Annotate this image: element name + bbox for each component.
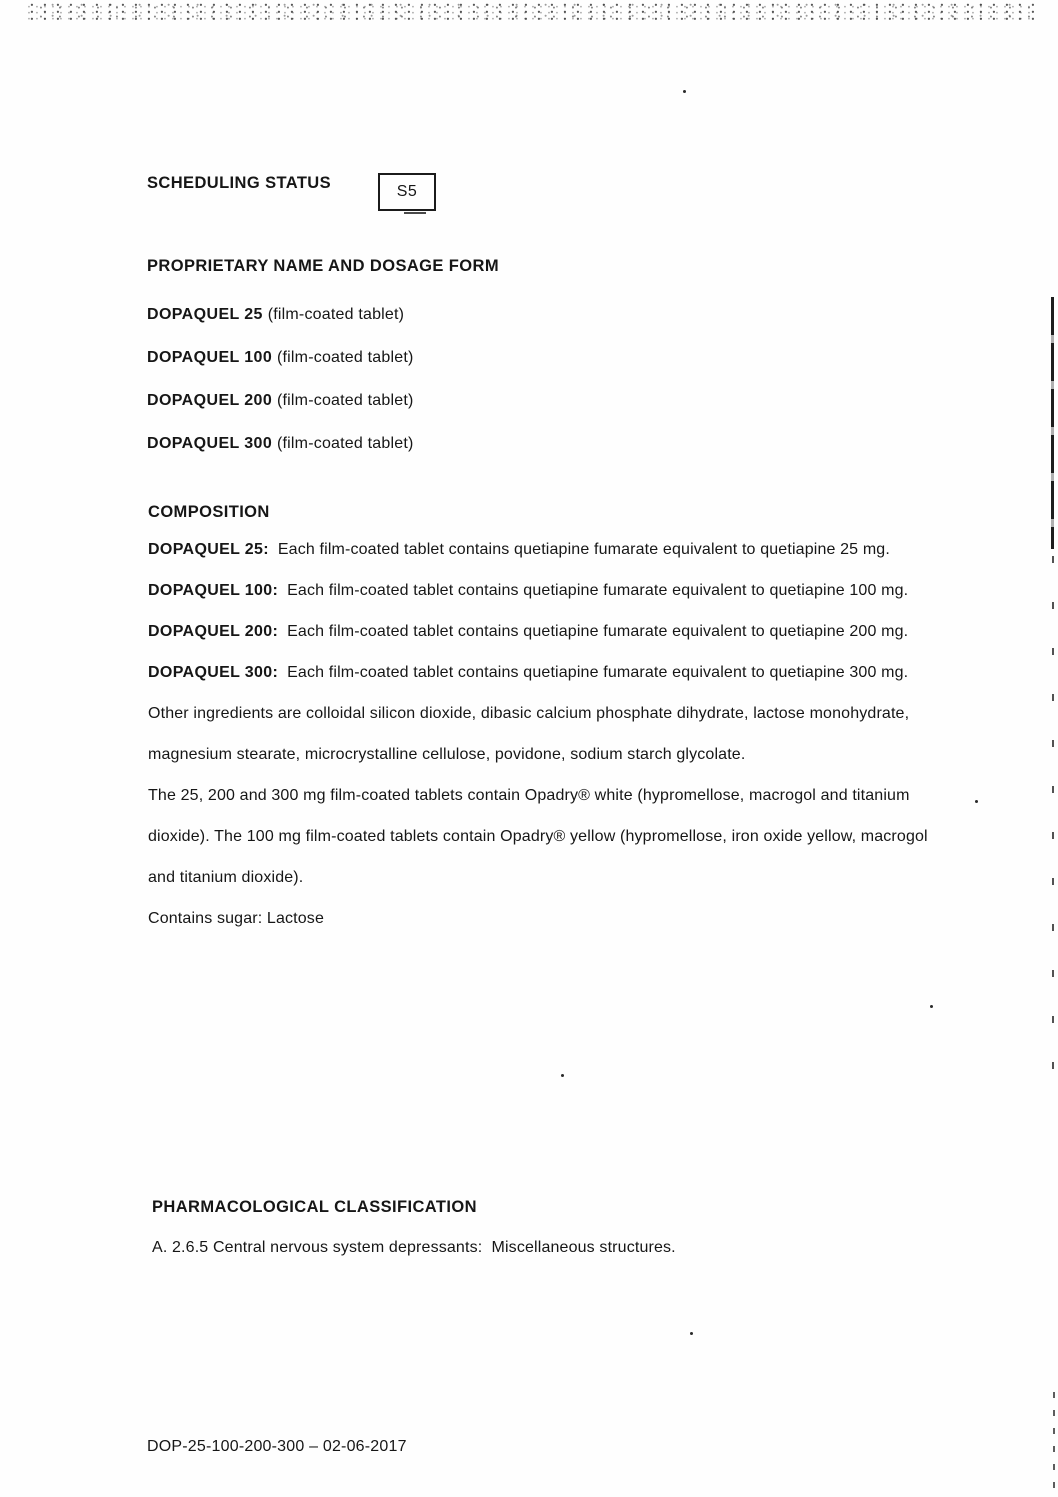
proprietary-item bbox=[147, 379, 414, 422]
dosage-form: (film-coated tablet) bbox=[277, 349, 414, 366]
paragraph-text: Each film-coated tablet contains quetiapine fumarate equivalent to quetiapine 25 mg. bbox=[277, 541, 890, 558]
paragraph-text: Each film-coated tablet contains quetiapine fumarate equivalent to quetiapine 100 mg. bbox=[287, 582, 909, 599]
composition-paragraph bbox=[148, 652, 940, 693]
paragraph-lead: DOPAQUEL 200: bbox=[148, 623, 279, 640]
proprietary-item bbox=[147, 422, 414, 465]
pharmacology-heading: PHARMACOLOGICAL CLASSIFICATION bbox=[152, 1198, 477, 1216]
proprietary-list bbox=[147, 293, 414, 465]
scan-artifact-right-dashes bbox=[1052, 556, 1054, 1106]
composition-paragraph bbox=[148, 529, 940, 570]
composition-body bbox=[148, 529, 940, 939]
proprietary-item bbox=[147, 293, 414, 336]
scheduling-status-label: SCHEDULING STATUS bbox=[147, 174, 332, 192]
composition-paragraph bbox=[148, 775, 940, 898]
composition-paragraph bbox=[148, 611, 940, 652]
paragraph-lead: DOPAQUEL 100: bbox=[148, 582, 279, 599]
product-name: DOPAQUEL 25 bbox=[147, 306, 263, 323]
scan-speck bbox=[690, 1332, 693, 1335]
scan-artifact-box-tick bbox=[404, 212, 426, 214]
product-name: DOPAQUEL 300 bbox=[147, 435, 273, 452]
proprietary-heading: PROPRIETARY NAME AND DOSAGE FORM bbox=[147, 257, 499, 275]
paragraph-lead: DOPAQUEL 300: bbox=[148, 664, 279, 681]
scan-artifact-right-line bbox=[1051, 297, 1054, 549]
product-name: DOPAQUEL 100 bbox=[147, 349, 273, 366]
proprietary-item bbox=[147, 336, 414, 379]
composition-paragraph bbox=[148, 570, 940, 611]
scheduling-status-box bbox=[378, 173, 436, 211]
scan-speck bbox=[561, 1074, 564, 1077]
paragraph-text: Each film-coated tablet contains quetiapine fumarate equivalent to quetiapine 300 mg. bbox=[287, 664, 909, 681]
scan-speck bbox=[975, 800, 978, 803]
paragraph-text: Other ingredients are colloidal silicon dioxide, dibasic calcium phosphate dihydrate, lactose monohydrate, magnesium stearate, microcrystalline cellulose, povidone, sodium starch glycolate. bbox=[148, 705, 910, 763]
composition-paragraph bbox=[148, 693, 940, 775]
scan-speck bbox=[930, 1005, 933, 1008]
product-name: DOPAQUEL 200 bbox=[147, 392, 273, 409]
scheduling-status-value: S5 bbox=[396, 183, 418, 200]
paragraph-lead: DOPAQUEL 25: bbox=[148, 541, 269, 558]
dosage-form: (film-coated tablet) bbox=[277, 392, 414, 409]
scan-noise-band bbox=[28, 2, 1036, 20]
scan-artifact-right-dashes-bottom bbox=[1053, 1392, 1055, 1497]
paragraph-text: The 25, 200 and 300 mg film-coated tablets contain Opadry® white (hypromellose, macrogol and titanium dioxide). The 100 mg film-coated tablets contain Opadry® yellow (hypromellose, iron oxide yellow, macrogol and titanium dioxide). bbox=[148, 787, 928, 886]
paragraph-text: Each film-coated tablet contains quetiapine fumarate equivalent to quetiapine 200 mg. bbox=[287, 623, 909, 640]
composition-heading: COMPOSITION bbox=[148, 503, 270, 521]
document-footer-code: DOP-25-100-200-300 – 02-06-2017 bbox=[147, 1438, 407, 1455]
composition-paragraph bbox=[148, 898, 940, 939]
pharmacology-text: A. 2.6.5 Central nervous system depressants: Miscellaneous structures. bbox=[152, 1239, 676, 1256]
paragraph-text: Contains sugar: Lactose bbox=[148, 910, 324, 927]
dosage-form: (film-coated tablet) bbox=[267, 306, 405, 323]
scan-speck bbox=[683, 90, 686, 93]
dosage-form: (film-coated tablet) bbox=[277, 435, 414, 452]
